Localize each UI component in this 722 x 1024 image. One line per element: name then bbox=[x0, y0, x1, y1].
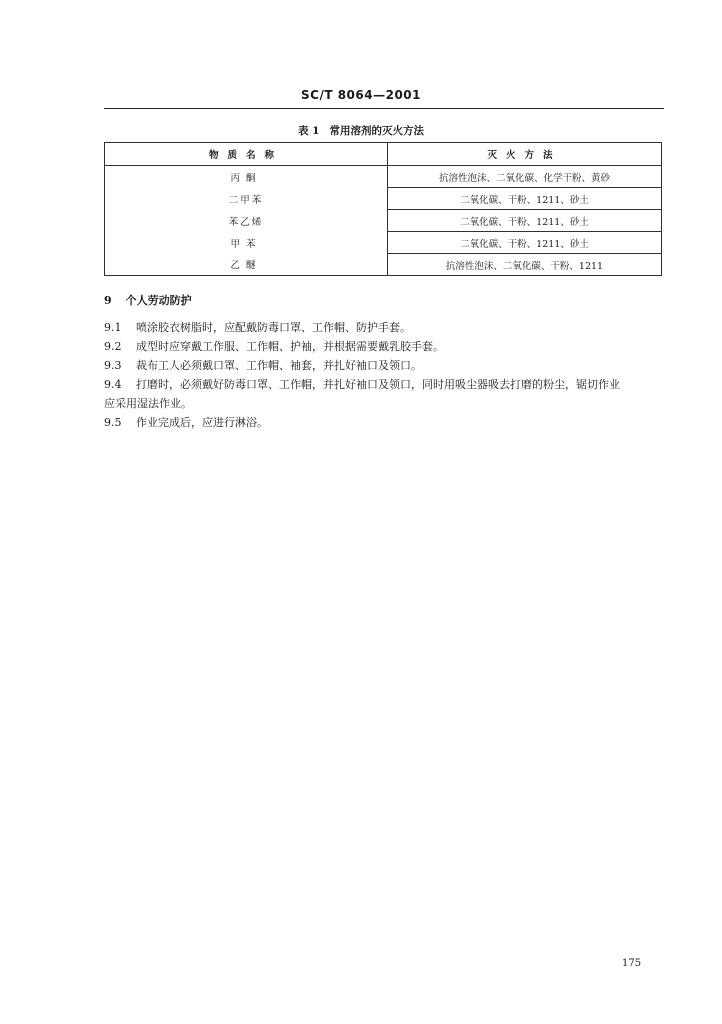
page-number: 175 bbox=[622, 958, 642, 969]
list-item bbox=[104, 356, 668, 375]
substance-cell: 丙酮 bbox=[105, 166, 388, 188]
method-cell: 二氧化碳、干粉、1211、砂土 bbox=[388, 232, 662, 254]
item-text: 打磨时，必须戴好防毒口罩、工作帽，并扎好袖口及领口，同时用吸尘器吸去打磨的粉尘，锯切作业 bbox=[136, 378, 620, 391]
table-title: 常用溶剂的灭火方法 bbox=[329, 125, 424, 137]
section-title: 个人劳动防护 bbox=[125, 294, 192, 307]
table-number: 表 1 bbox=[298, 125, 320, 137]
item-text: 裁布工人必须戴口罩、工作帽、袖套，并扎好袖口及领口。 bbox=[136, 359, 422, 372]
table-row bbox=[105, 232, 662, 254]
item-continuation: 应采用湿法作业。 bbox=[104, 397, 192, 410]
item-number: 9.4 bbox=[104, 378, 122, 391]
substance-cell: 乙醚 bbox=[105, 254, 388, 276]
item-text: 成型时应穿戴工作服、工作帽、护袖，并根据需要戴乳胶手套。 bbox=[136, 340, 444, 353]
column-header-substance: 物质名称 bbox=[105, 143, 388, 166]
item-number: 9.3 bbox=[104, 359, 122, 372]
table-caption bbox=[0, 123, 722, 138]
section-number: 9 bbox=[104, 294, 112, 307]
item-number: 9.2 bbox=[104, 340, 122, 353]
table-row bbox=[105, 166, 662, 188]
table-row bbox=[105, 254, 662, 276]
standard-code-header: SC/T 8064—2001 bbox=[301, 88, 421, 102]
list-item bbox=[104, 413, 668, 432]
table-header-row bbox=[105, 143, 662, 166]
item-number: 9.5 bbox=[104, 416, 122, 429]
method-cell: 二氧化碳、干粉、1211、砂土 bbox=[388, 188, 662, 210]
substance-cell: 甲苯 bbox=[105, 232, 388, 254]
method-cell: 抗溶性泡沫、二氧化碳、化学干粉、黄砂 bbox=[388, 166, 662, 188]
method-cell: 抗溶性泡沫、二氧化碳、干粉、1211 bbox=[388, 254, 662, 276]
list-item bbox=[104, 337, 668, 356]
item-text: 喷涂胶衣树脂时，应配戴防毒口罩、工作帽、防护手套。 bbox=[136, 321, 411, 334]
table-row bbox=[105, 210, 662, 232]
section-heading bbox=[104, 292, 192, 308]
item-number: 9.1 bbox=[104, 321, 122, 334]
header-divider bbox=[104, 108, 664, 109]
column-header-method: 灭火方法 bbox=[388, 143, 662, 166]
method-cell: 二氧化碳、干粉、1211、砂土 bbox=[388, 210, 662, 232]
fire-extinguishing-table bbox=[104, 142, 662, 276]
substance-cell: 二甲苯 bbox=[105, 188, 388, 210]
table-row bbox=[105, 188, 662, 210]
list-item bbox=[104, 318, 668, 337]
substance-cell: 苯乙烯 bbox=[105, 210, 388, 232]
list-item bbox=[104, 375, 668, 413]
item-text: 作业完成后，应进行淋浴。 bbox=[136, 416, 268, 429]
